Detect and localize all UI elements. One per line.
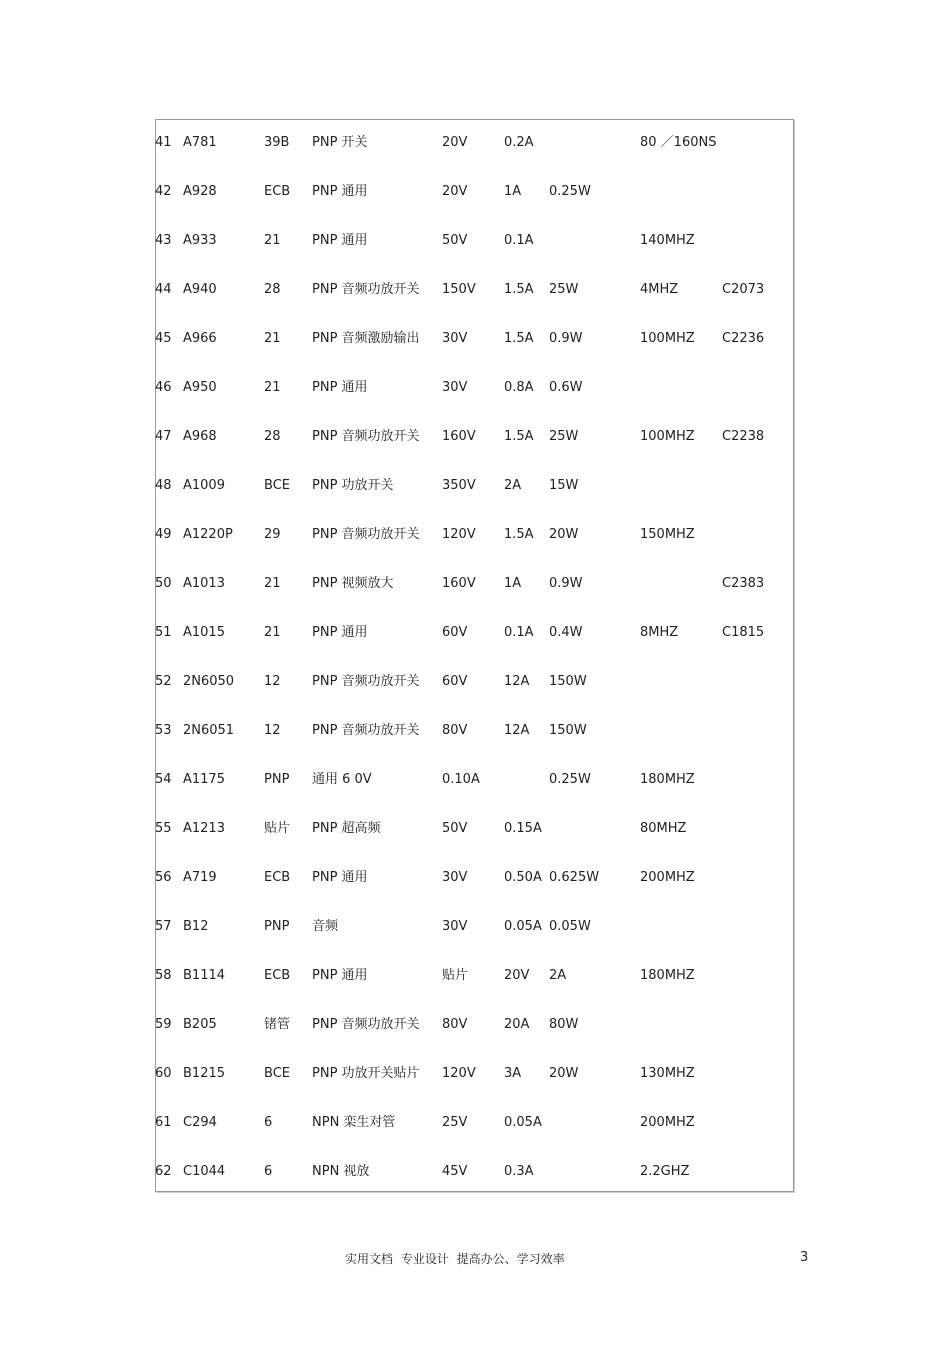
table-cell: C1044 — [183, 1164, 226, 1179]
table-row — [156, 280, 793, 300]
table-row — [156, 427, 793, 447]
table-cell: 12A — [504, 674, 530, 689]
table-cell: C2236 — [722, 331, 765, 346]
table-cell: A1175 — [183, 772, 225, 787]
table-cell: ECB — [264, 968, 291, 983]
table-cell: 30V — [442, 919, 468, 934]
table-row — [156, 1064, 793, 1084]
table-cell: PNP 通用 — [312, 870, 368, 885]
table-cell: 80MHZ — [640, 821, 687, 836]
table-cell: 12A — [504, 723, 530, 738]
table-cell: 贴片 — [264, 821, 291, 836]
table-cell: 30V — [442, 870, 468, 885]
table-row — [156, 868, 793, 888]
table-cell: B12 — [183, 919, 209, 934]
table-row — [156, 182, 793, 202]
table-cell: 52 — [155, 674, 172, 689]
table-cell: A719 — [183, 870, 217, 885]
table-cell: B1215 — [183, 1066, 226, 1081]
table-cell: 0.3A — [504, 1164, 534, 1179]
table-cell: 200MHZ — [640, 870, 695, 885]
table-cell: 160V — [442, 429, 476, 444]
table-cell: 3A — [504, 1066, 522, 1081]
table-cell: PNP 音频功放开关 — [312, 723, 420, 738]
table-cell: 61 — [155, 1115, 172, 1130]
table-cell: 0.05A — [504, 1115, 542, 1130]
table-cell: 0.9W — [549, 331, 583, 346]
table-cell: 120V — [442, 1066, 476, 1081]
table-cell: 39B — [264, 135, 290, 150]
table-cell: A1213 — [183, 821, 225, 836]
table-cell: 130MHZ — [640, 1066, 695, 1081]
table-cell: PNP 超高频 — [312, 821, 381, 836]
table-cell: 6 — [264, 1164, 273, 1179]
table-cell: 60 — [155, 1066, 172, 1081]
table-cell: 0.625W — [549, 870, 600, 885]
table-cell: 29 — [264, 527, 281, 542]
table-cell: 贴片 — [442, 968, 469, 983]
table-cell: 48 — [155, 478, 172, 493]
table-cell: 锗管 — [264, 1017, 291, 1032]
table-cell: 0.05A — [504, 919, 542, 934]
table-cell: 49 — [155, 527, 172, 542]
table-cell: 0.25W — [549, 184, 591, 199]
table-cell: 2A — [504, 478, 522, 493]
table-cell: 80W — [549, 1017, 579, 1032]
footer-text: 实用文档 专业设计 提高办公、学习效率 — [345, 1252, 565, 1266]
table-cell: A781 — [183, 135, 217, 150]
table-cell: PNP — [264, 919, 290, 934]
table-cell: 20A — [504, 1017, 530, 1032]
table-cell: 25W — [549, 282, 579, 297]
table-cell: NPN 栾生对管 — [312, 1115, 396, 1130]
table-cell: 45 — [155, 331, 172, 346]
table-cell: 30V — [442, 331, 468, 346]
transistor-table — [155, 119, 794, 1192]
table-cell: 2N6050 — [183, 674, 235, 689]
table-cell: A933 — [183, 233, 217, 248]
table-cell: 20V — [504, 968, 530, 983]
table-row — [156, 917, 793, 937]
table-cell: 0.10A — [442, 772, 480, 787]
table-cell: 1A — [504, 184, 522, 199]
table-row — [156, 476, 793, 496]
table-cell: 47 — [155, 429, 172, 444]
table-cell: 0.05W — [549, 919, 591, 934]
table-cell: 46 — [155, 380, 172, 395]
table-cell: 2A — [549, 968, 567, 983]
table-cell: PNP 功放开关 — [312, 478, 394, 493]
table-cell: PNP 通用 — [312, 380, 368, 395]
table-cell: 0.8A — [504, 380, 534, 395]
table-cell: PNP 开关 — [312, 135, 368, 150]
table-row — [156, 1113, 793, 1133]
table-cell: 21 — [264, 233, 281, 248]
table-cell: 21 — [264, 380, 281, 395]
table-cell: PNP 音频功放开关 — [312, 527, 420, 542]
table-cell: 150W — [549, 723, 587, 738]
page-footer — [0, 1250, 950, 1268]
table-cell: 44 — [155, 282, 172, 297]
table-cell: 59 — [155, 1017, 172, 1032]
table-cell: BCE — [264, 1066, 290, 1081]
table-cell: 80V — [442, 1017, 468, 1032]
table-cell: 45V — [442, 1164, 468, 1179]
table-cell: 42 — [155, 184, 172, 199]
table-cell: 6 — [264, 1115, 273, 1130]
table-cell: 20W — [549, 527, 579, 542]
table-cell: 0.25W — [549, 772, 591, 787]
table-cell: PNP 通用 — [312, 968, 368, 983]
table-cell: 0.9W — [549, 576, 583, 591]
table-cell: 1.5A — [504, 429, 534, 444]
table-cell: 2.2GHZ — [640, 1164, 690, 1179]
table-cell: PNP 通用 — [312, 184, 368, 199]
table-cell: 100MHZ — [640, 429, 695, 444]
table-cell: ECB — [264, 184, 291, 199]
table-cell: PNP 音频功放开关 — [312, 429, 420, 444]
table-cell: PNP 音频激励输出 — [312, 331, 420, 346]
table-cell: 通用 6 0V — [312, 772, 372, 787]
table-cell: 54 — [155, 772, 172, 787]
table-cell: A966 — [183, 331, 217, 346]
table-cell: 41 — [155, 135, 172, 150]
table-cell: 0.2A — [504, 135, 534, 150]
table-cell: 150W — [549, 674, 587, 689]
table-row — [156, 329, 793, 349]
table-cell: PNP 音频功放开关 — [312, 282, 420, 297]
table-cell: 30V — [442, 380, 468, 395]
table-cell: PNP 音频功放开关 — [312, 674, 420, 689]
table-cell: A1009 — [183, 478, 225, 493]
table-cell: ECB — [264, 870, 291, 885]
table-row — [156, 378, 793, 398]
table-cell: 0.50A — [504, 870, 542, 885]
table-cell: C1815 — [722, 625, 765, 640]
table-cell: 60V — [442, 674, 468, 689]
table-cell: 80 ／160NS — [640, 135, 717, 150]
table-cell: 1.5A — [504, 331, 534, 346]
table-cell: 12 — [264, 674, 281, 689]
table-cell: PNP 通用 — [312, 233, 368, 248]
table-cell: C2238 — [722, 429, 765, 444]
table-cell: 21 — [264, 331, 281, 346]
table-cell: 0.1A — [504, 625, 534, 640]
table-cell: 50V — [442, 233, 468, 248]
table-cell: 4MHZ — [640, 282, 679, 297]
table-row — [156, 672, 793, 692]
table-row — [156, 966, 793, 986]
table-row — [156, 1015, 793, 1035]
table-cell: A950 — [183, 380, 217, 395]
table-cell: A1220P — [183, 527, 233, 542]
table-cell: 200MHZ — [640, 1115, 695, 1130]
table-cell: 150V — [442, 282, 476, 297]
table-cell: A968 — [183, 429, 217, 444]
table-cell: 0.4W — [549, 625, 583, 640]
table-row — [156, 231, 793, 251]
table-cell: 20V — [442, 135, 468, 150]
table-cell: B205 — [183, 1017, 217, 1032]
table-row — [156, 133, 793, 153]
table-cell: A940 — [183, 282, 217, 297]
table-cell: 120V — [442, 527, 476, 542]
table-cell: C2383 — [722, 576, 765, 591]
table-cell: 53 — [155, 723, 172, 738]
table-cell: 1A — [504, 576, 522, 591]
table-row — [156, 623, 793, 643]
table-cell: 20V — [442, 184, 468, 199]
table-cell: PNP 视频放大 — [312, 576, 394, 591]
table-row — [156, 819, 793, 839]
table-cell: 140MHZ — [640, 233, 695, 248]
table-cell: 43 — [155, 233, 172, 248]
table-cell: 28 — [264, 282, 281, 297]
table-cell: 15W — [549, 478, 579, 493]
table-cell: 1.5A — [504, 282, 534, 297]
table-cell: 20W — [549, 1066, 579, 1081]
table-cell: 1.5A — [504, 527, 534, 542]
table-cell: 58 — [155, 968, 172, 983]
table-cell: 51 — [155, 625, 172, 640]
table-cell: 80V — [442, 723, 468, 738]
table-row — [156, 574, 793, 594]
table-cell: 8MHZ — [640, 625, 679, 640]
table-cell: 180MHZ — [640, 772, 695, 787]
table-cell: 21 — [264, 576, 281, 591]
table-cell: 2N6051 — [183, 723, 235, 738]
table-cell: 57 — [155, 919, 172, 934]
table-cell: 350V — [442, 478, 476, 493]
table-row — [156, 721, 793, 741]
table-cell: 60V — [442, 625, 468, 640]
table-cell: PNP 通用 — [312, 625, 368, 640]
table-cell: 55 — [155, 821, 172, 836]
table-cell: 0.1A — [504, 233, 534, 248]
table-cell: 100MHZ — [640, 331, 695, 346]
table-cell: 180MHZ — [640, 968, 695, 983]
table-cell: C2073 — [722, 282, 765, 297]
table-cell: 21 — [264, 625, 281, 640]
table-cell: B1114 — [183, 968, 226, 983]
table-cell: 28 — [264, 429, 281, 444]
table-cell: 160V — [442, 576, 476, 591]
table-cell: PNP 音频功放开关 — [312, 1017, 420, 1032]
table-cell: 50V — [442, 821, 468, 836]
table-cell: NPN 视放 — [312, 1164, 370, 1179]
table-cell: A928 — [183, 184, 217, 199]
table-cell: 0.6W — [549, 380, 583, 395]
table-cell: 0.15A — [504, 821, 542, 836]
table-cell: 12 — [264, 723, 281, 738]
table-cell: 150MHZ — [640, 527, 695, 542]
table-cell: 50 — [155, 576, 172, 591]
table-row — [156, 525, 793, 545]
table-row — [156, 1162, 793, 1182]
table-cell: PNP — [264, 772, 290, 787]
table-cell: 62 — [155, 1164, 172, 1179]
table-cell: PNP 功放开关贴片 — [312, 1066, 420, 1081]
table-cell: BCE — [264, 478, 290, 493]
table-cell: 25V — [442, 1115, 468, 1130]
table-row — [156, 770, 793, 790]
table-cell: 56 — [155, 870, 172, 885]
table-cell: 音频 — [312, 919, 339, 934]
table-cell: A1015 — [183, 625, 225, 640]
table-cell: 25W — [549, 429, 579, 444]
table-cell: A1013 — [183, 576, 225, 591]
page-number: 3 — [800, 1250, 809, 1265]
table-cell: C294 — [183, 1115, 217, 1130]
